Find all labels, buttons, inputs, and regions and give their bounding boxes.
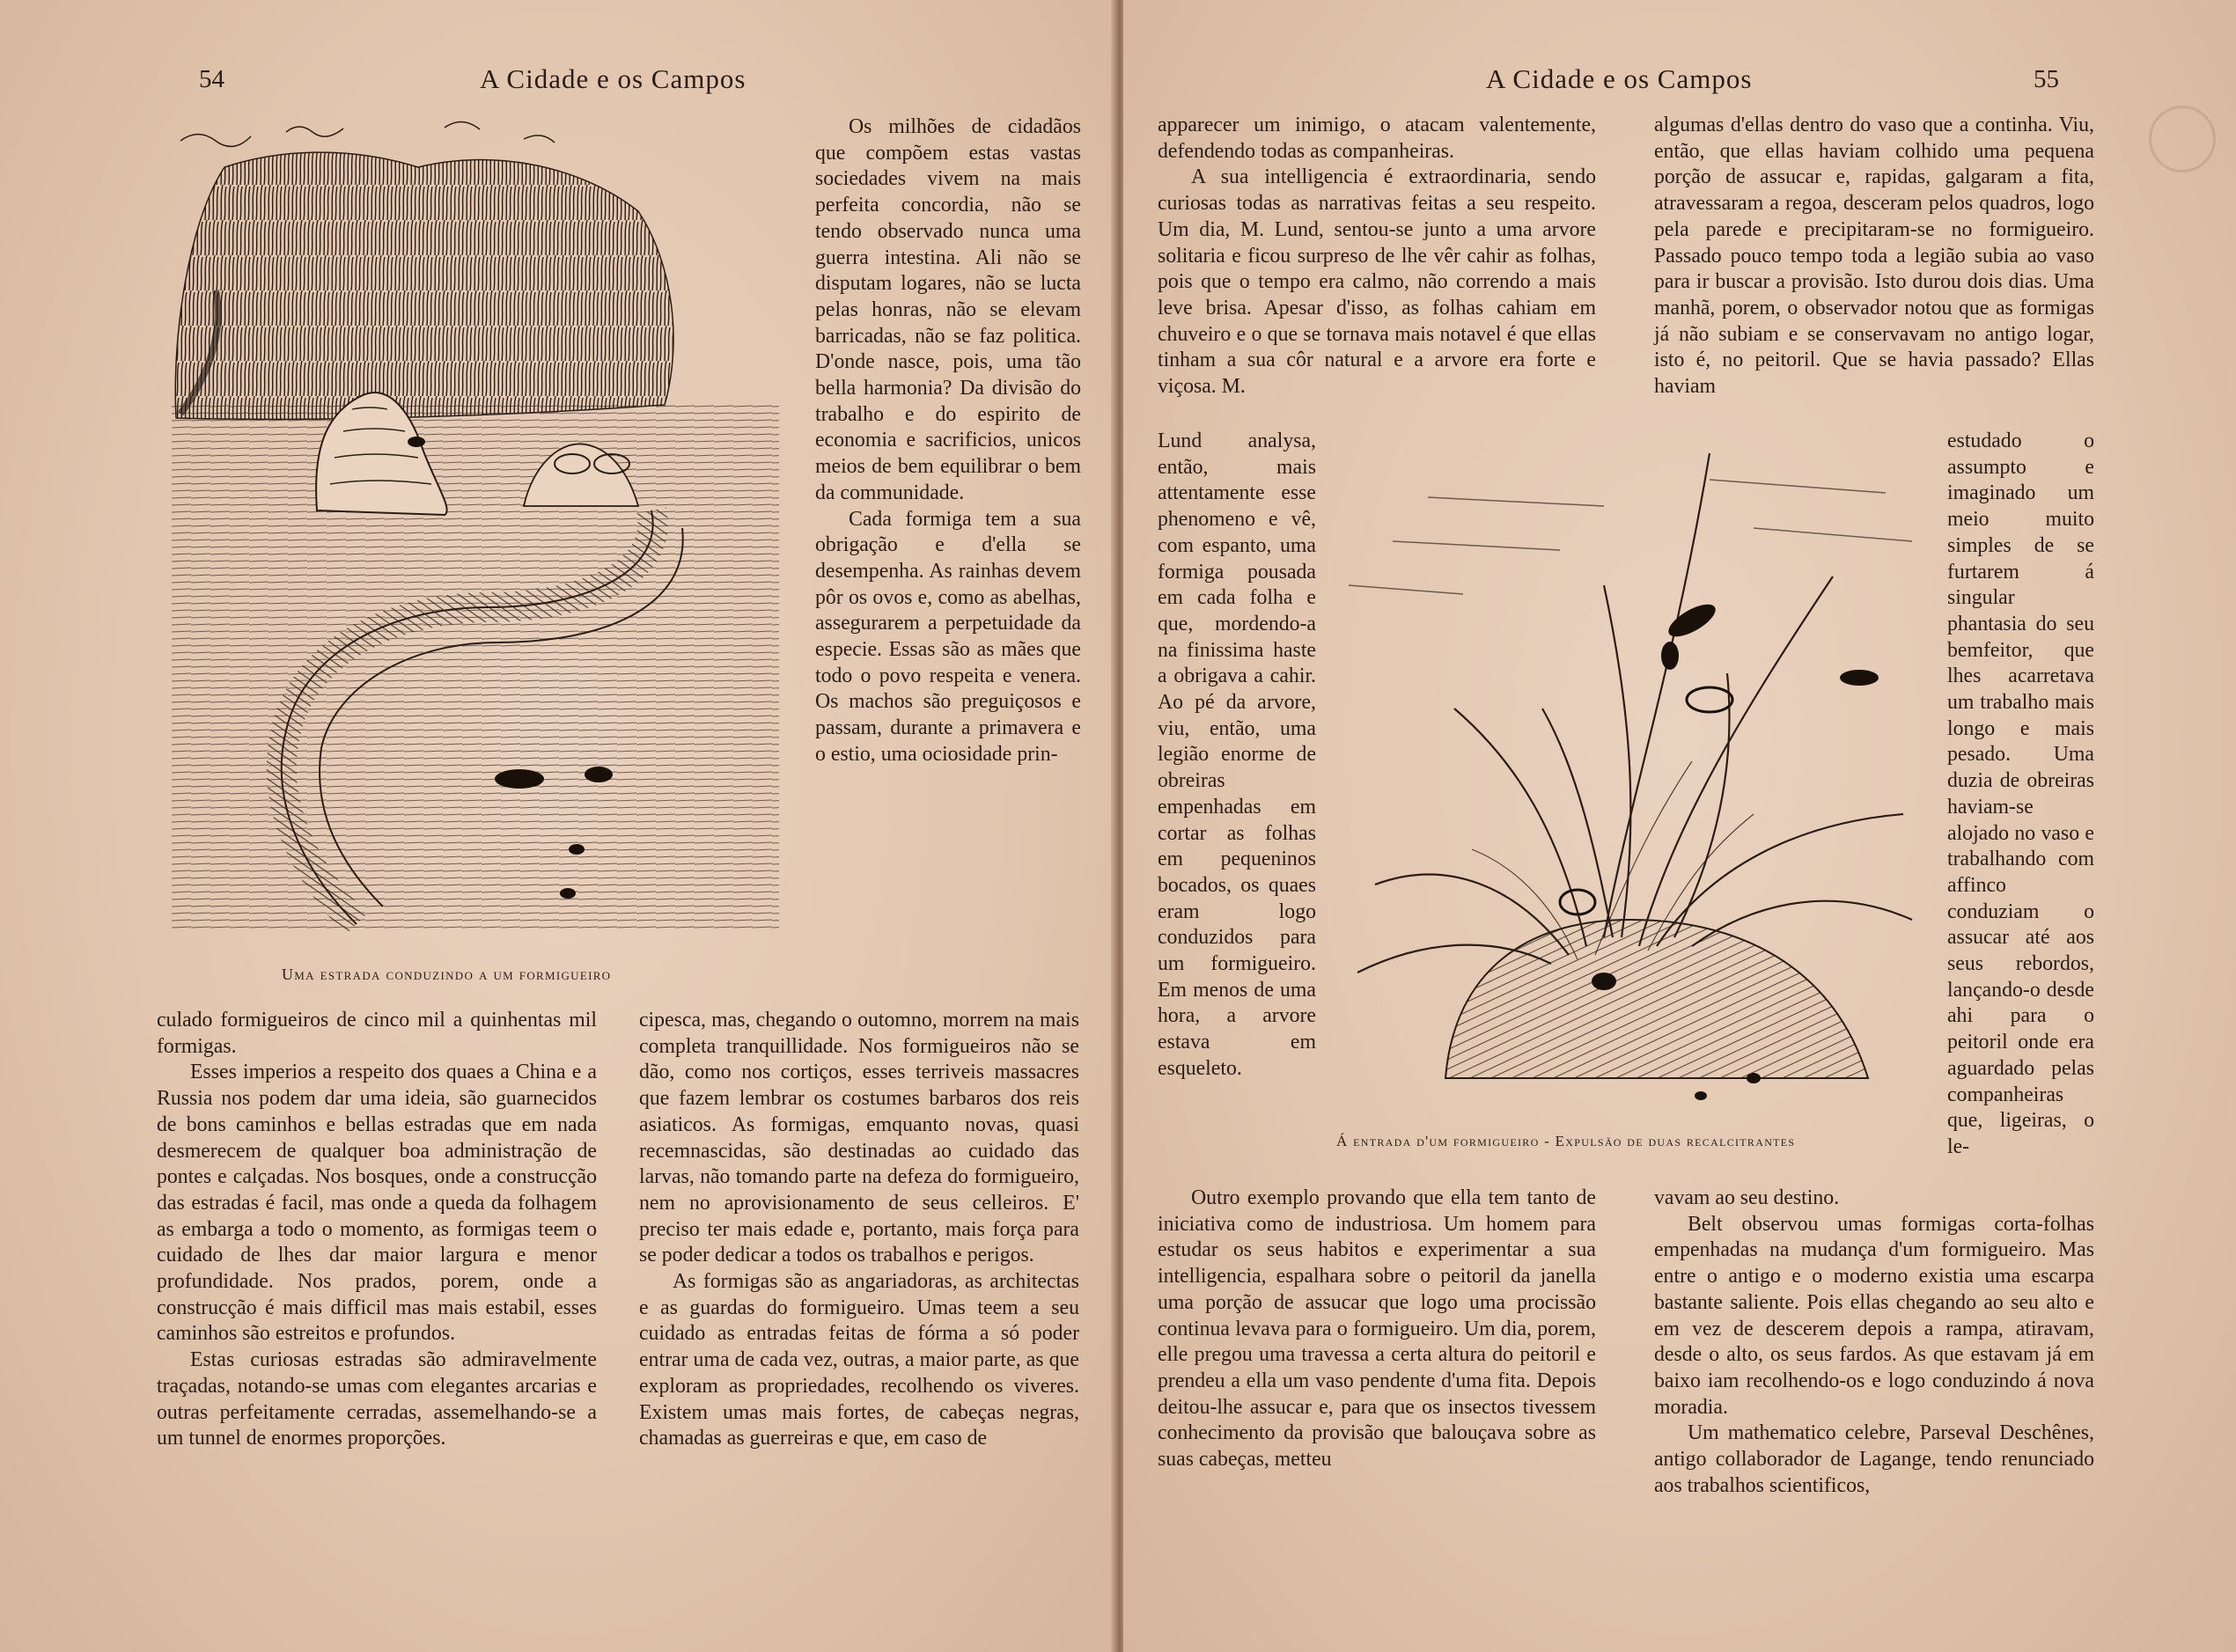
paragraph: Um mathematico celebre, Parseval Deschênes, antigo collaborador de Lagange, tendo renunciado aos trabalhos scientificos, bbox=[1654, 1421, 2094, 1497]
text-column-right-bottom bbox=[639, 1008, 1079, 1452]
paragraph: As formigas são as angariadoras, as architectas e as guardas do formigueiro. Umas teem a seu cuidado as entradas feitas de fórma a só poder entrar uma de cada vez, outras, a maior parte, as que exploram as propriedades, recolhendo os viveres. Existem umas mais fortes, de cabeças negras, chamadas as guerreiras e que, em caso de bbox=[639, 1270, 1079, 1450]
paragraph: vavam ao seu destino. bbox=[1654, 1186, 1840, 1209]
paragraph: Estas curiosas estradas são admiravelmente traçadas, notando-se umas com elegantes arcarias e outras perfeitamente cerradas, assemelhando-se a um tunnel de enormes proporções. bbox=[157, 1348, 597, 1450]
text-column-right-narrow bbox=[1947, 429, 2094, 1161]
paragraph: culado formigueiros de cinco mil a quinhentas mil formigas. bbox=[157, 1009, 597, 1058]
page-number: 54 bbox=[199, 65, 224, 93]
paragraph: Belt observou umas formigas corta-folhas empenhadas na mudança d'um formigueiro. Mas entre o antigo e o moderno existia uma escarpa bastante saliente. Pois ellas chegando ao seu alto e em vez de descerem depois a rampa, atiravam, desde o alto, os seus fardos. As que estavam já em baixo iam recolhendo-os e logo conduzindo á nova moradia. bbox=[1654, 1212, 2094, 1419]
paragraph: A sua intelligencia é extraordinaria, sendo curiosas todas as narrativas feitas a seu respeito. Um dia, M. Lund, sentou-se junto a uma arvore solitaria e ficou surpreso de lhe vêr cahir as folhas, pois que o tempo era calmo, não correndo a mais leve brisa. Apesar d'isso, as folhas cahiam em chuveiro e o que se tornava mais notavel é que ellas tinham a sua côr natural e a arvore era forte e viçosa. M. bbox=[1158, 165, 1596, 399]
running-title: A Cidade e os Campos bbox=[1486, 63, 1753, 94]
paragraph: Esses imperios a respeito dos quaes a China e a Russia nos podem dar uma ideia, são guarnecidos de bons caminhos e bellas estradas que em nada desmerecem de qualquer boa administração de pontes e calçadas. Nos bosques, onde a construcção das estradas é facil, mas onde a queda da folhagem as embarga a todo o momento, as formigas teem o cuidado de lhes dar maior largura e menor profundidade. Nos prados, porem, onde a construcção é mais difficil mas mais estabil, esses caminhos são estreitos e profundos. bbox=[157, 1061, 597, 1346]
paragraph: estudado o assumpto e imaginado um meio muito simples de se furtarem á singular phantasia do seu bemfeitor, que lhes acarretava um trabalho mais longo e mais pesado. Uma duzia de obreiras haviam-se alojado no vaso e trabalhando com affinco conduziam o assucar até aos seus rebordos, lançando-o desde ahi para o peitoril onde era aguardado pelas companheiras que, ligeiras, o le- bbox=[1947, 430, 2094, 1158]
paragraph: Cada formiga tem a sua obrigação e d'ella se desempenha. As rainhas devem pôr os ovos e, como as abelhas, assegurarem a perpetuidade da especie. Essas são as mães que todo o povo respeita e venera. Os machos são preguiçosos e passam, durante a primavera e o estio, uma ociosidade prin- bbox=[815, 507, 1081, 766]
anthill-entrance-illustration bbox=[1340, 444, 1947, 1113]
text-column-right-top bbox=[815, 114, 1081, 768]
paragraph: Lund analysa, então, mais attentamente esse phenomeno e vê, com espanto, uma formiga pousada em cada folha e que, mordendo-a na finissima haste a obrigava a cahir. Ao pé da arvore, viu, então, uma legião enorme de obreiras empenhadas em cortar as folhas em pequeninos bocados, os quaes eram logo conduzidos para um formigueiro. Em menos de uma hora, a arvore estava em esqueleto. bbox=[1158, 430, 1316, 1080]
text-column-right-top bbox=[1654, 113, 2094, 400]
text-column-left-bottom bbox=[1158, 1186, 1596, 1473]
paragraph: cipesca, mas, chegando o outomno, morrem na mais completa tranquillidade. Nos formigueiros não se dão, como nos cortiços, esses terriveis massacres que fazem lembrar os costumes barbaros dos reis asiaticos. As formigas, emquanto novas, quasi recemnascidas, são destinadas ao cuidado das larvas, não tomando parte na defeza do formigueiro, nem no aprovisionamento de seus celleiros. E' preciso ter mais edade e, portanto, mais força para se poder dedicar a todos os trabalhos e perigos. bbox=[639, 1009, 1079, 1267]
text-column-left-top bbox=[1158, 113, 1596, 400]
figure-caption: Á entrada d'um formigueiro - Expulsão de duas recalcitrantes bbox=[1336, 1133, 1796, 1149]
paper-stain bbox=[2149, 106, 2216, 173]
right-page bbox=[1123, 0, 2236, 1652]
text-column-right-bottom bbox=[1654, 1186, 2094, 1499]
paragraph: Outro exemplo provando que ella tem tanto de iniciativa como de industriosa. Um homem para estudar os seus habitos e experimentar a sua intelligencia, espalhara sobre o peitoril da janella uma porção de assucar que logo uma procissão continua levava para o formigueiro. Um dia, porem, elle pregou uma travessa a certa altura do peitoril e prendeu a ella um vaso pendente d'uma fita. Depois deitou-lhe assucar e, para que os insectos tivessem conhecimento da provisão que balouçava sobre as suas cabeças, metteu bbox=[1158, 1186, 1596, 1472]
figure-caption: Uma estrada conduzindo a um formigueiro bbox=[282, 966, 612, 983]
paragraph: Os milhões de cidadãos que compõem estas vastas sociedades vivem na mais perfeita concordia, não se tendo observado nunca uma guerra intestina. Ali não se disputam logares, não se lucta pelas honras, não se elevam barricadas, não se faz politica. D'onde nasce, pois, uma tão bella harmonia? Da divisão do trabalho e do espirito de economia e sacrificios, unicos meios de bem equilibrar o bem da communidade. bbox=[815, 115, 1081, 504]
running-title: A Cidade e os Campos bbox=[480, 63, 747, 94]
text-column-left-bottom bbox=[157, 1008, 597, 1452]
page-number: 55 bbox=[2034, 65, 2059, 93]
paragraph: apparecer um inimigo, o atacam valentemente, defendendo todas as companheiras. bbox=[1158, 114, 1596, 163]
anthill-road-illustration bbox=[172, 114, 788, 946]
paragraph: algumas d'ellas dentro do vaso que a continha. Viu, então, que ellas haviam colhido uma pequena porção de assucar e, rapidas, galgaram a fita, atravessaram a regoa, desceram pelos quadros, logo pela parede e precipitaram-se no formigueiro. Passado pouco tempo toda a legião subia ao vaso para ir buscar a provisão. Isto durou dois dias. Uma manhã, porem, o observador notou que as formigas já não subiam e se conservavam no antigo logar, isto é, no peitoril. Que se havia passado? Ellas haviam bbox=[1654, 114, 2094, 399]
text-column-left-narrow bbox=[1158, 429, 1316, 1083]
